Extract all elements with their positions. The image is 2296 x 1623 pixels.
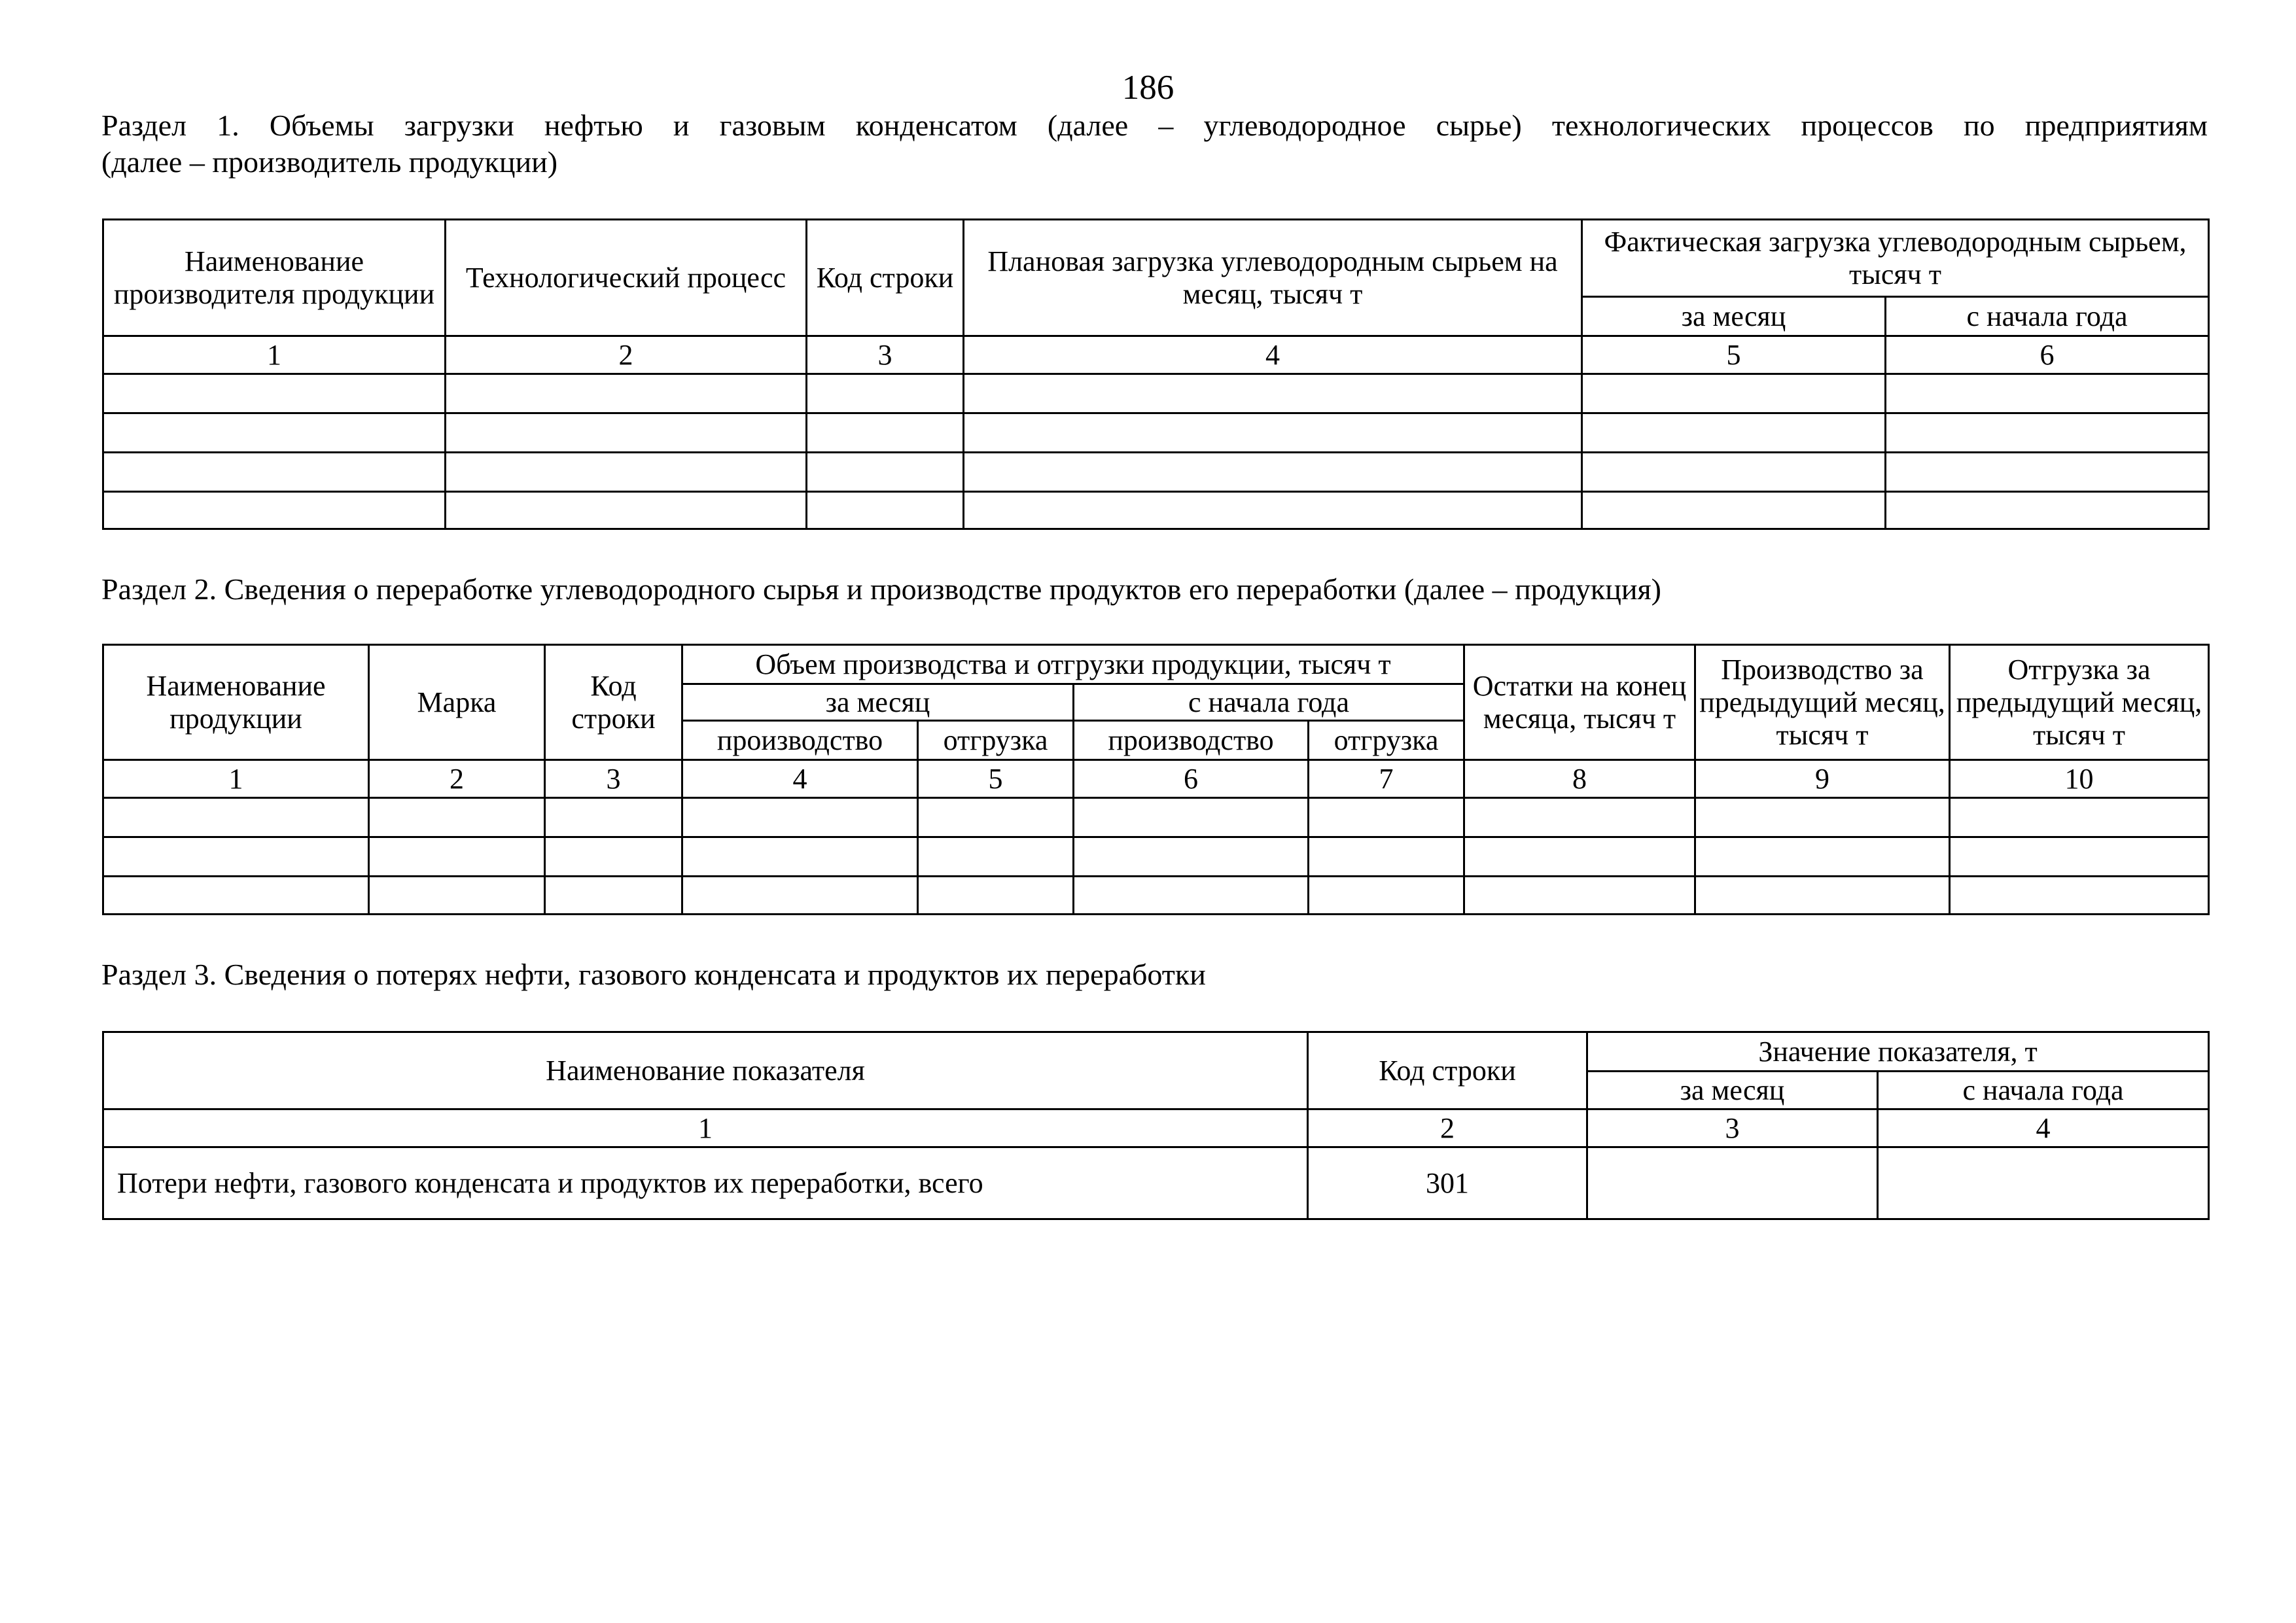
page-number: 186: [1122, 69, 1174, 107]
empty-cell[interactable]: [545, 798, 682, 837]
empty-cell[interactable]: [1309, 837, 1464, 877]
empty-cell[interactable]: [1950, 837, 2209, 877]
empty-cell[interactable]: [1950, 798, 2209, 837]
empty-cell[interactable]: [964, 492, 1582, 529]
empty-cell[interactable]: [1886, 492, 2209, 529]
empty-cell[interactable]: [369, 877, 545, 915]
empty-cell[interactable]: [103, 877, 369, 915]
empty-cell[interactable]: [1309, 798, 1464, 837]
title-word: углеводородное: [1203, 109, 1406, 142]
empty-cell[interactable]: [446, 492, 807, 529]
column-number: 5: [918, 760, 1074, 798]
empty-cell[interactable]: [1582, 374, 1886, 413]
empty-cell[interactable]: [103, 453, 446, 492]
table-row: [103, 798, 2209, 837]
empty-cell[interactable]: [682, 837, 918, 877]
section-2-table: [102, 644, 2210, 915]
header-brand: Марка: [369, 645, 545, 760]
header-volume: Объем производства и отгрузки продукции, тысяч т: [682, 645, 1464, 684]
table-row: [103, 1147, 2209, 1219]
table-row: [103, 877, 2209, 915]
column-number: 3: [545, 760, 682, 798]
empty-cell[interactable]: [103, 837, 369, 877]
empty-cell[interactable]: [1886, 374, 2209, 413]
empty-cell[interactable]: [446, 374, 807, 413]
table-row: [103, 413, 2209, 453]
header-indicator-value: Значение показателя, т: [1587, 1032, 2209, 1072]
empty-cell[interactable]: [446, 453, 807, 492]
empty-cell[interactable]: [1309, 877, 1464, 915]
title-word: технологических: [1551, 109, 1771, 142]
column-number: 7: [1309, 760, 1464, 798]
header-year-to-date: с начала года: [1886, 297, 2209, 336]
section-2-title: Раздел 2. Сведения о переработке углеводородного сырья и производстве продуктов его переработки (далее – продукция): [101, 572, 1661, 606]
column-number: 2: [1308, 1109, 1587, 1147]
column-number: 3: [807, 336, 964, 374]
column-number: 2: [446, 336, 807, 374]
empty-cell[interactable]: [807, 492, 964, 529]
empty-cell[interactable]: [103, 798, 369, 837]
title-word: Раздел: [101, 109, 187, 142]
header-for-month: за месяц: [1582, 297, 1886, 336]
empty-cell[interactable]: [964, 453, 1582, 492]
title-word: по: [1963, 109, 1995, 142]
column-number: 6: [1886, 336, 2209, 374]
empty-cell[interactable]: [807, 374, 964, 413]
column-number: 4: [682, 760, 918, 798]
header-stock-end-month: Остатки на конец месяца, тысяч т: [1464, 645, 1695, 760]
empty-cell[interactable]: [1074, 877, 1309, 915]
empty-cell[interactable]: [545, 877, 682, 915]
section-1-title: [101, 107, 2208, 181]
header-actual-load: Фактическая загрузка углеводородным сырьем, тысяч т: [1582, 220, 2209, 297]
section-3-table: [102, 1031, 2210, 1220]
column-number: 3: [1587, 1109, 1878, 1147]
empty-cell[interactable]: [1074, 837, 1309, 877]
header-tech-process: Технологический процесс: [446, 220, 807, 336]
title-word: Объемы: [269, 109, 374, 142]
header-production: производство: [682, 721, 918, 760]
losses-total-label: Потери нефти, газового конденсата и продуктов их переработки, всего: [103, 1147, 1308, 1219]
section-1-title-line-2: (далее – производитель продукции): [101, 145, 558, 179]
empty-cell[interactable]: [682, 877, 918, 915]
table-row: [103, 374, 2209, 413]
header-shipment: отгрузка: [918, 721, 1074, 760]
empty-cell[interactable]: [807, 453, 964, 492]
empty-cell[interactable]: [103, 413, 446, 453]
empty-cell[interactable]: [1878, 1147, 2209, 1219]
empty-cell[interactable]: [807, 413, 964, 453]
empty-cell[interactable]: [918, 837, 1074, 877]
empty-cell[interactable]: [1464, 798, 1695, 837]
empty-cell[interactable]: [1886, 453, 2209, 492]
header-indicator-name: Наименование показателя: [103, 1032, 1308, 1109]
header-row-code: Код строки: [807, 220, 964, 336]
column-number: 9: [1695, 760, 1950, 798]
column-number: 6: [1074, 760, 1309, 798]
header-row-code: Код строки: [1308, 1032, 1587, 1109]
empty-cell[interactable]: [918, 798, 1074, 837]
empty-cell[interactable]: [1582, 492, 1886, 529]
column-number: 1: [103, 1109, 1308, 1147]
table-row: [103, 837, 2209, 877]
header-shipment: отгрузка: [1309, 721, 1464, 760]
title-word: конденсатом: [855, 109, 1017, 142]
column-number: 1: [103, 336, 446, 374]
title-word: загрузки: [404, 109, 514, 142]
empty-cell[interactable]: [964, 413, 1582, 453]
empty-cell[interactable]: [1074, 798, 1309, 837]
column-number: 4: [1878, 1109, 2209, 1147]
header-for-month: за месяц: [682, 684, 1074, 721]
empty-cell[interactable]: [918, 877, 1074, 915]
header-production: производство: [1074, 721, 1309, 760]
empty-cell[interactable]: [1582, 413, 1886, 453]
empty-cell[interactable]: [1582, 453, 1886, 492]
empty-cell[interactable]: [682, 798, 918, 837]
empty-cell[interactable]: [1695, 837, 1950, 877]
table-row: [103, 492, 2209, 529]
header-producer-name: Наименование производителя продукции: [103, 220, 446, 336]
section-1-table: [102, 218, 2210, 530]
title-word: 1.: [217, 109, 239, 142]
empty-cell[interactable]: [446, 413, 807, 453]
title-word: –: [1158, 109, 1174, 142]
column-number: 10: [1950, 760, 2209, 798]
title-word: газовым: [719, 109, 826, 142]
empty-cell[interactable]: [1695, 877, 1950, 915]
empty-cell[interactable]: [1587, 1147, 1878, 1219]
empty-cell[interactable]: [964, 374, 1582, 413]
empty-cell[interactable]: [1886, 413, 2209, 453]
empty-cell[interactable]: [1695, 798, 1950, 837]
column-number: 1: [103, 760, 369, 798]
empty-cell[interactable]: [1950, 877, 2209, 915]
empty-cell[interactable]: [369, 837, 545, 877]
column-number: 8: [1464, 760, 1695, 798]
header-year-to-date: с начала года: [1074, 684, 1464, 721]
column-number: 5: [1582, 336, 1886, 374]
title-word: предприятиям: [2024, 109, 2208, 142]
table-row: [103, 453, 2209, 492]
title-word: и: [673, 109, 690, 142]
empty-cell[interactable]: [103, 492, 446, 529]
empty-cell[interactable]: [1464, 837, 1695, 877]
empty-cell[interactable]: [103, 374, 446, 413]
header-year-to-date: с начала года: [1878, 1072, 2209, 1109]
empty-cell[interactable]: [545, 837, 682, 877]
title-word: процессов: [1801, 109, 1934, 142]
empty-cell[interactable]: [369, 798, 545, 837]
header-planned-load: Плановая загрузка углеводородным сырьем на месяц, тысяч т: [964, 220, 1582, 336]
header-production-prev-month: Производство за предыдущий месяц, тысяч т: [1695, 645, 1950, 760]
column-number: 2: [369, 760, 545, 798]
title-word: сырье): [1436, 109, 1522, 142]
empty-cell[interactable]: [1464, 877, 1695, 915]
losses-row-code: 301: [1308, 1147, 1587, 1219]
header-for-month: за месяц: [1587, 1072, 1878, 1109]
title-word: (далее: [1047, 109, 1129, 142]
header-shipment-prev-month: Отгрузка за предыдущий месяц, тысяч т: [1950, 645, 2209, 760]
section-3-title: Раздел 3. Сведения о потерях нефти, газового конденсата и продуктов их переработки: [101, 958, 1206, 991]
title-word: нефтью: [544, 109, 643, 142]
header-row-code: Код строки: [545, 645, 682, 760]
column-number: 4: [964, 336, 1582, 374]
header-product-name: Наименование продукции: [103, 645, 369, 760]
